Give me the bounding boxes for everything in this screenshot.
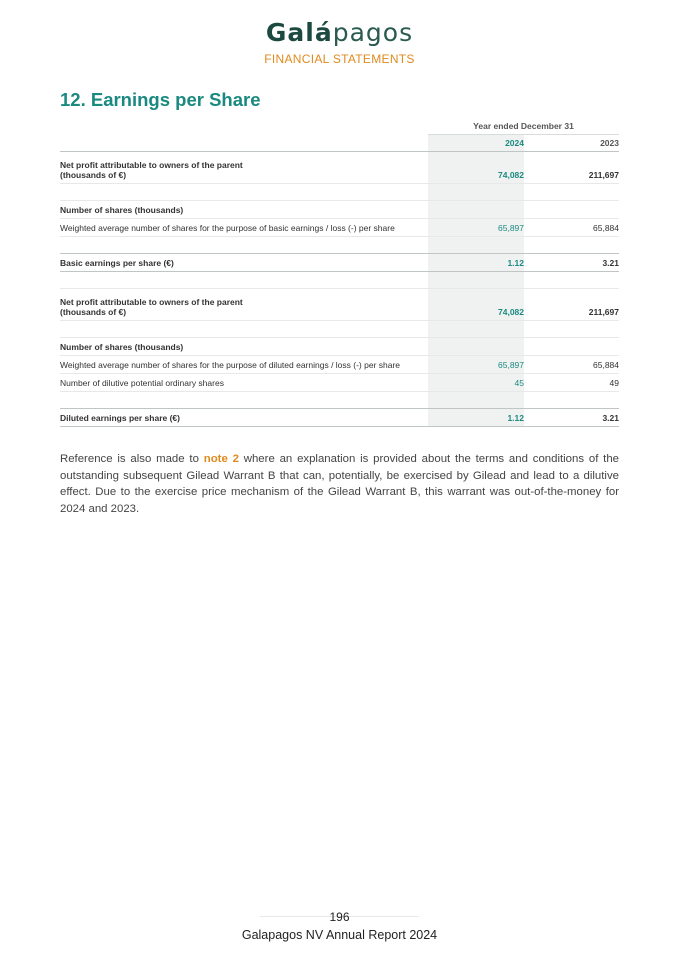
table-row-diluted-net-profit [60, 289, 619, 321]
cell-2024: 1.12 [428, 409, 524, 427]
row-label: Weighted average number of shares for the purpose of diluted earnings / loss (-) per share [60, 356, 428, 374]
table-row-basic-shares-heading [60, 201, 619, 219]
row-label: Basic earnings per share (€) [60, 254, 428, 272]
row-label: Weighted average number of shares for the purpose of basic earnings / loss (-) per share [60, 219, 428, 237]
cell-2024: 65,897 [428, 356, 524, 374]
cell-2023: 211,697 [524, 152, 619, 184]
note-2-link[interactable]: note 2 [203, 453, 239, 465]
cell-2023: 3.21 [524, 254, 619, 272]
page-title: 12. Earnings per Share [60, 89, 261, 110]
logo-wordmark: Galápagos [265, 18, 414, 47]
spacer-row [60, 392, 619, 409]
row-label-unit: (thousands of €) [60, 307, 127, 317]
cell-2023: 49 [524, 374, 619, 392]
report-title: Galapagos NV Annual Report 2024 [241, 928, 438, 942]
period-header: Year ended December 31 [428, 118, 619, 135]
section-label: FINANCIAL STATEMENTS [264, 52, 415, 66]
earnings-per-share-table [60, 118, 619, 427]
table-header-year-row [60, 135, 619, 152]
table-row-diluted-potential-shares [60, 374, 619, 392]
cell-2024: 74,082 [428, 289, 524, 321]
table-row-diluted-eps [60, 409, 619, 427]
cell-2023: 211,697 [524, 289, 619, 321]
spacer-row [60, 237, 619, 254]
cell-2024: 74,082 [428, 152, 524, 184]
cell-2023: 3.21 [524, 409, 619, 427]
cell-2023: 65,884 [524, 356, 619, 374]
table-row-basic-weighted-shares [60, 219, 619, 237]
row-label: Net profit attributable to owners of the parent [60, 160, 243, 170]
cell-2024: 45 [428, 374, 524, 392]
page-number: 196 [329, 910, 350, 924]
row-label: Number of dilutive potential ordinary shares [60, 374, 428, 392]
table-row-basic-eps [60, 254, 619, 272]
row-label-unit: (thousands of €) [60, 170, 127, 180]
reference-paragraph: Reference is also made to note 2 where an explanation is provided about the terms and conditions of the outstanding subsequent Gilead Warrant B that can, potentially, be exercised by Gilead and lead to a dilutive effect. Due to the exercise price mechanism of the Gilead Warrant B, this warrant was out-of-the-money for 2024 and 2023. [60, 453, 619, 515]
spacer-row [60, 272, 619, 289]
column-header-2024: 2024 [428, 135, 524, 152]
row-label: Diluted earnings per share (€) [60, 409, 428, 427]
row-label: Net profit attributable to owners of the parent [60, 297, 243, 307]
table-row-basic-net-profit [60, 152, 619, 184]
spacer-row [60, 184, 619, 201]
row-label: Number of shares (thousands) [60, 201, 428, 219]
company-logo [0, 18, 679, 47]
cell-2024: 1.12 [428, 254, 524, 272]
table-header-period-row [60, 118, 619, 135]
spacer-row [60, 321, 619, 338]
cell-2023: 65,884 [524, 219, 619, 237]
cell-2024: 65,897 [428, 219, 524, 237]
column-header-2023: 2023 [524, 135, 619, 152]
table-row-diluted-shares-heading [60, 338, 619, 356]
table-row-diluted-weighted-shares [60, 356, 619, 374]
row-label: Number of shares (thousands) [60, 338, 428, 356]
